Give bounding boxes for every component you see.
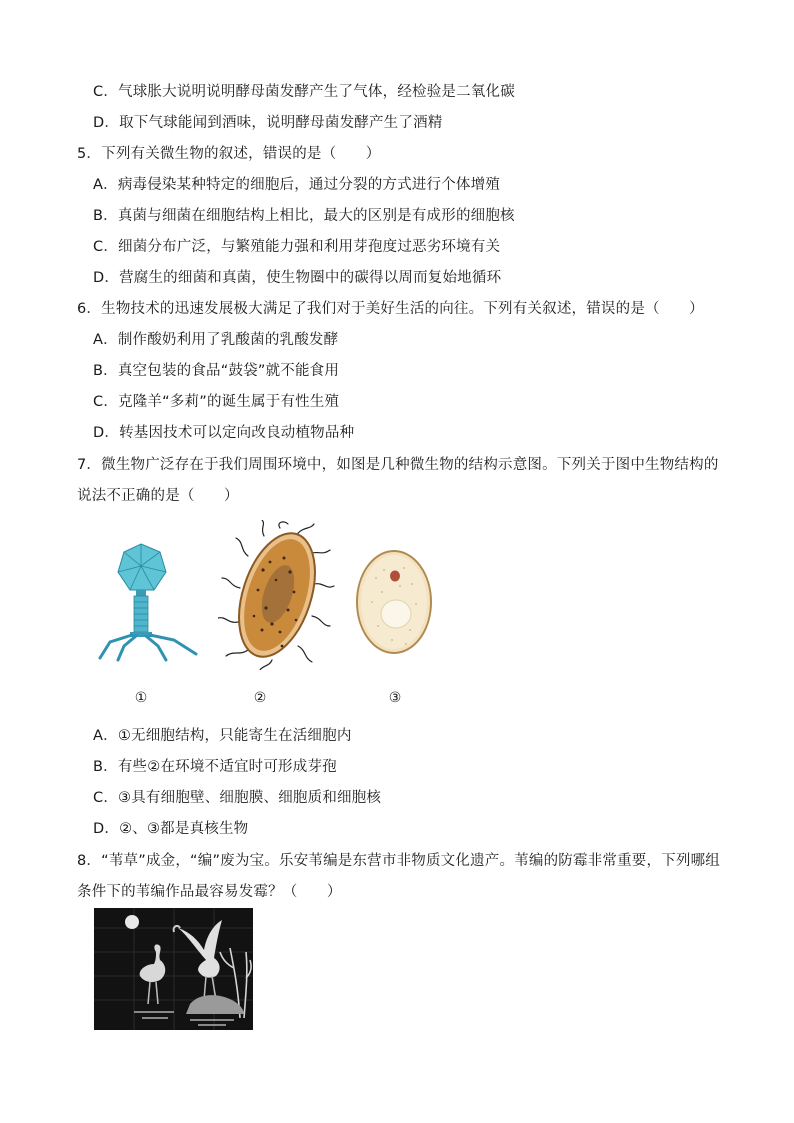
virus-figure	[96, 540, 202, 662]
figure-label-1: ①	[134, 690, 148, 706]
q8-stem-line1: 8．“苇草”成金，“编”废为宝。乐安苇编是东营市非物质文化遗产。苇编的防霉非常重要，下列哪组	[77, 853, 720, 869]
crane-artwork	[94, 908, 253, 1030]
q6-option-a: A．制作酸奶利用了乳酸菌的乳酸发酵	[93, 332, 339, 348]
q7-stem-line1: 7．微生物广泛存在于我们周围环境中，如图是几种微生物的结构示意图。下列关于图中生物结构的	[77, 457, 719, 473]
q6-option-d: D．转基因技术可以定向改良动植物品种	[93, 425, 355, 441]
q7-option-d: D．②、③都是真核生物	[93, 821, 249, 837]
yeast-figure	[354, 548, 434, 656]
q7-stem-line2: 说法不正确的是（ ）	[77, 488, 239, 504]
q6-option-c: C．克隆羊“多莉”的诞生属于有性生殖	[93, 394, 340, 410]
q5-stem: 5．下列有关微生物的叙述，错误的是（ ）	[77, 146, 381, 162]
q5-option-b: B．真菌与细菌在细胞结构上相比，最大的区别是有成形的细胞核	[93, 208, 515, 224]
q4-option-d: D．取下气球能闻到酒味，说明酵母菌发酵产生了酒精	[93, 115, 443, 131]
q6-stem: 6．生物技术的迅速发展极大满足了我们对于美好生活的向往。下列有关叙述，错误的是（ ）	[77, 301, 704, 317]
q5-option-a: A．病毒侵染某种特定的细胞后，通过分裂的方式进行个体增殖	[93, 177, 501, 193]
reed-weaving-photo	[94, 908, 253, 1030]
q5-option-c: C．细菌分布广泛，与繁殖能力强和利用芽孢度过恶劣环境有关	[93, 239, 501, 255]
q5-option-d: D．营腐生的细菌和真菌，使生物圈中的碳得以周而复始地循环	[93, 270, 502, 286]
q4-option-c: C．气球胀大说明说明酵母菌发酵产生了气体，经检验是二氧化碳	[93, 84, 515, 100]
figure-label-3: ③	[388, 690, 402, 706]
q7-option-b: B．有些②在环境不适宜时可形成芽孢	[93, 759, 337, 775]
figure-label-2: ②	[253, 690, 267, 706]
q6-option-b: B．真空包装的食品“鼓袋”就不能食用	[93, 363, 340, 379]
q7-option-c: C．③具有细胞壁、细胞膜、细胞质和细胞核	[93, 790, 382, 806]
q7-option-a: A．①无细胞结构，只能寄生在活细胞内	[93, 728, 352, 744]
q8-stem-line2: 条件下的苇编作品最容易发霉？（ ）	[77, 884, 342, 900]
bacterium-figure	[218, 520, 336, 670]
